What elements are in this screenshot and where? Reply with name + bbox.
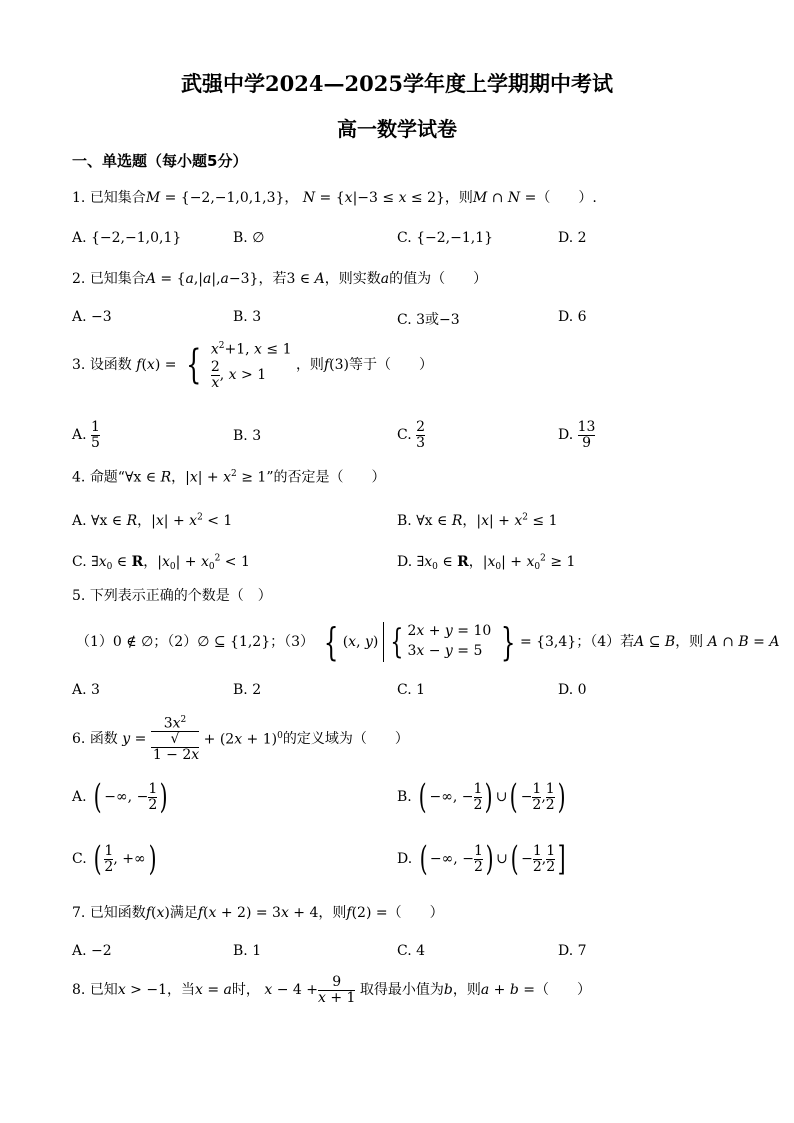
- q7-option-b[interactable]: B. 1: [233, 943, 262, 959]
- question-7: 7. 已知函数f(x)满足f(x + 2) = 3x + 4，则f(2) =（ ）: [72, 905, 444, 921]
- q4-option-c[interactable]: C. $\exists x_0$ ∈ R，$|x_0| + x_0^2 < 1$: [72, 553, 250, 572]
- q2-option-c[interactable]: C. 3或−3: [397, 312, 460, 328]
- q6-option-b[interactable]: B. ( −∞, − $\frac{1}{2}$ ) ∪( − $\frac{1}{2}$ , $\frac{1}{2}$ ): [397, 777, 566, 817]
- question-6: 6. 函数 y = $3x^2$ √ 1 − 2x + $(2x + 1)^0$的定义域为（ ）: [72, 715, 409, 764]
- question-2: 2. 已知集合A = {a,|a|,a−3}，若3 ∈ A，则实数a的值为（ ）: [72, 271, 488, 287]
- q4-option-b[interactable]: B. ∀x ∈ R，$|x| + x^2 \le 1$: [397, 512, 558, 529]
- q2-option-a[interactable]: A. −3: [72, 309, 112, 325]
- q1-option-d[interactable]: D. 2: [558, 230, 587, 246]
- q5-option-a[interactable]: A. 3: [72, 682, 100, 698]
- q3-option-b[interactable]: B. 3: [233, 428, 262, 444]
- question-4: 4. 命题“∀x ∈ R，$|x| + x^2 \ge 1$”的否定是（ ）: [72, 469, 386, 486]
- q3-option-d[interactable]: D. $\frac{13}{9}$: [558, 419, 596, 451]
- q2-option-b[interactable]: B. 3: [233, 309, 262, 325]
- q7-option-d[interactable]: D. 7: [558, 943, 587, 959]
- q4-option-a[interactable]: A. ∀x ∈ R，$|x| + x^2 < 1$: [72, 512, 233, 529]
- q7-option-a[interactable]: A. −2: [72, 943, 112, 959]
- q7-option-c[interactable]: C. 4: [397, 943, 426, 959]
- q5-statements: （1）0 ∉ ∅；（2）∅ ⊆ {1,2}；（3） { (x, y) { 2x + y = 10 3x − y = 5 } = {3,4}；（4）若A ⊆ B，则 A ∩ B = A: [76, 620, 780, 664]
- q2-option-d[interactable]: D. 6: [558, 309, 587, 325]
- exam-title: 武强中学2024—2025学年度上学期期中考试: [181, 71, 613, 96]
- question-8: 8. 已知x > −1，当x = a时， x − 4 + $\frac{9}{x + 1}$ 取得最小值为b，则a + b =（ ）: [72, 974, 592, 1006]
- section-heading: 一、单选题（每小题5分）: [72, 152, 248, 170]
- question-5: 5. 下列表示正确的个数是（ ）: [72, 588, 272, 604]
- q1-option-b[interactable]: B. ∅: [233, 230, 265, 246]
- q1-option-a[interactable]: A. {−2,−1,0,1}: [72, 230, 182, 246]
- q3-option-a[interactable]: A. $\frac{1}{5}$: [72, 419, 100, 451]
- question-3: 3. 设函数 f(x) = { $x^2+1$, x ≤ 1 $\frac{2}{x}$ , x > 1 ，则f(3)等于（ ）: [72, 341, 433, 391]
- question-1: 1. 已知集合M = {−2,−1,0,1,3}， N = {x|−3 ≤ x ≤ 2}，则M ∩ N =（ ）.: [72, 190, 597, 206]
- exam-subtitle: 高一数学试卷: [337, 117, 457, 141]
- q1-option-c[interactable]: C. {−2,−1,1}: [397, 230, 494, 246]
- q4-option-d[interactable]: D. $\exists x_0$ ∈ R，$|x_0| + x_0^2 \ge 1$: [397, 553, 576, 572]
- q6-option-a[interactable]: A. ( −∞, − $\frac{1}{2}$ ): [72, 777, 168, 817]
- q5-option-b[interactable]: B. 2: [233, 682, 262, 698]
- q6-option-c[interactable]: C. ( $\frac{1}{2}$ , +∞): [72, 839, 157, 879]
- q5-option-d[interactable]: D. 0: [558, 682, 587, 698]
- q6-option-d[interactable]: D. ( −∞, − $\frac{1}{2}$ ) ∪( − $\frac{1}{2}$ , $\frac{1}{2}$ ]: [397, 839, 566, 879]
- q3-option-c[interactable]: C. $\frac{2}{3}$: [397, 419, 426, 451]
- q5-option-c[interactable]: C. 1: [397, 682, 426, 698]
